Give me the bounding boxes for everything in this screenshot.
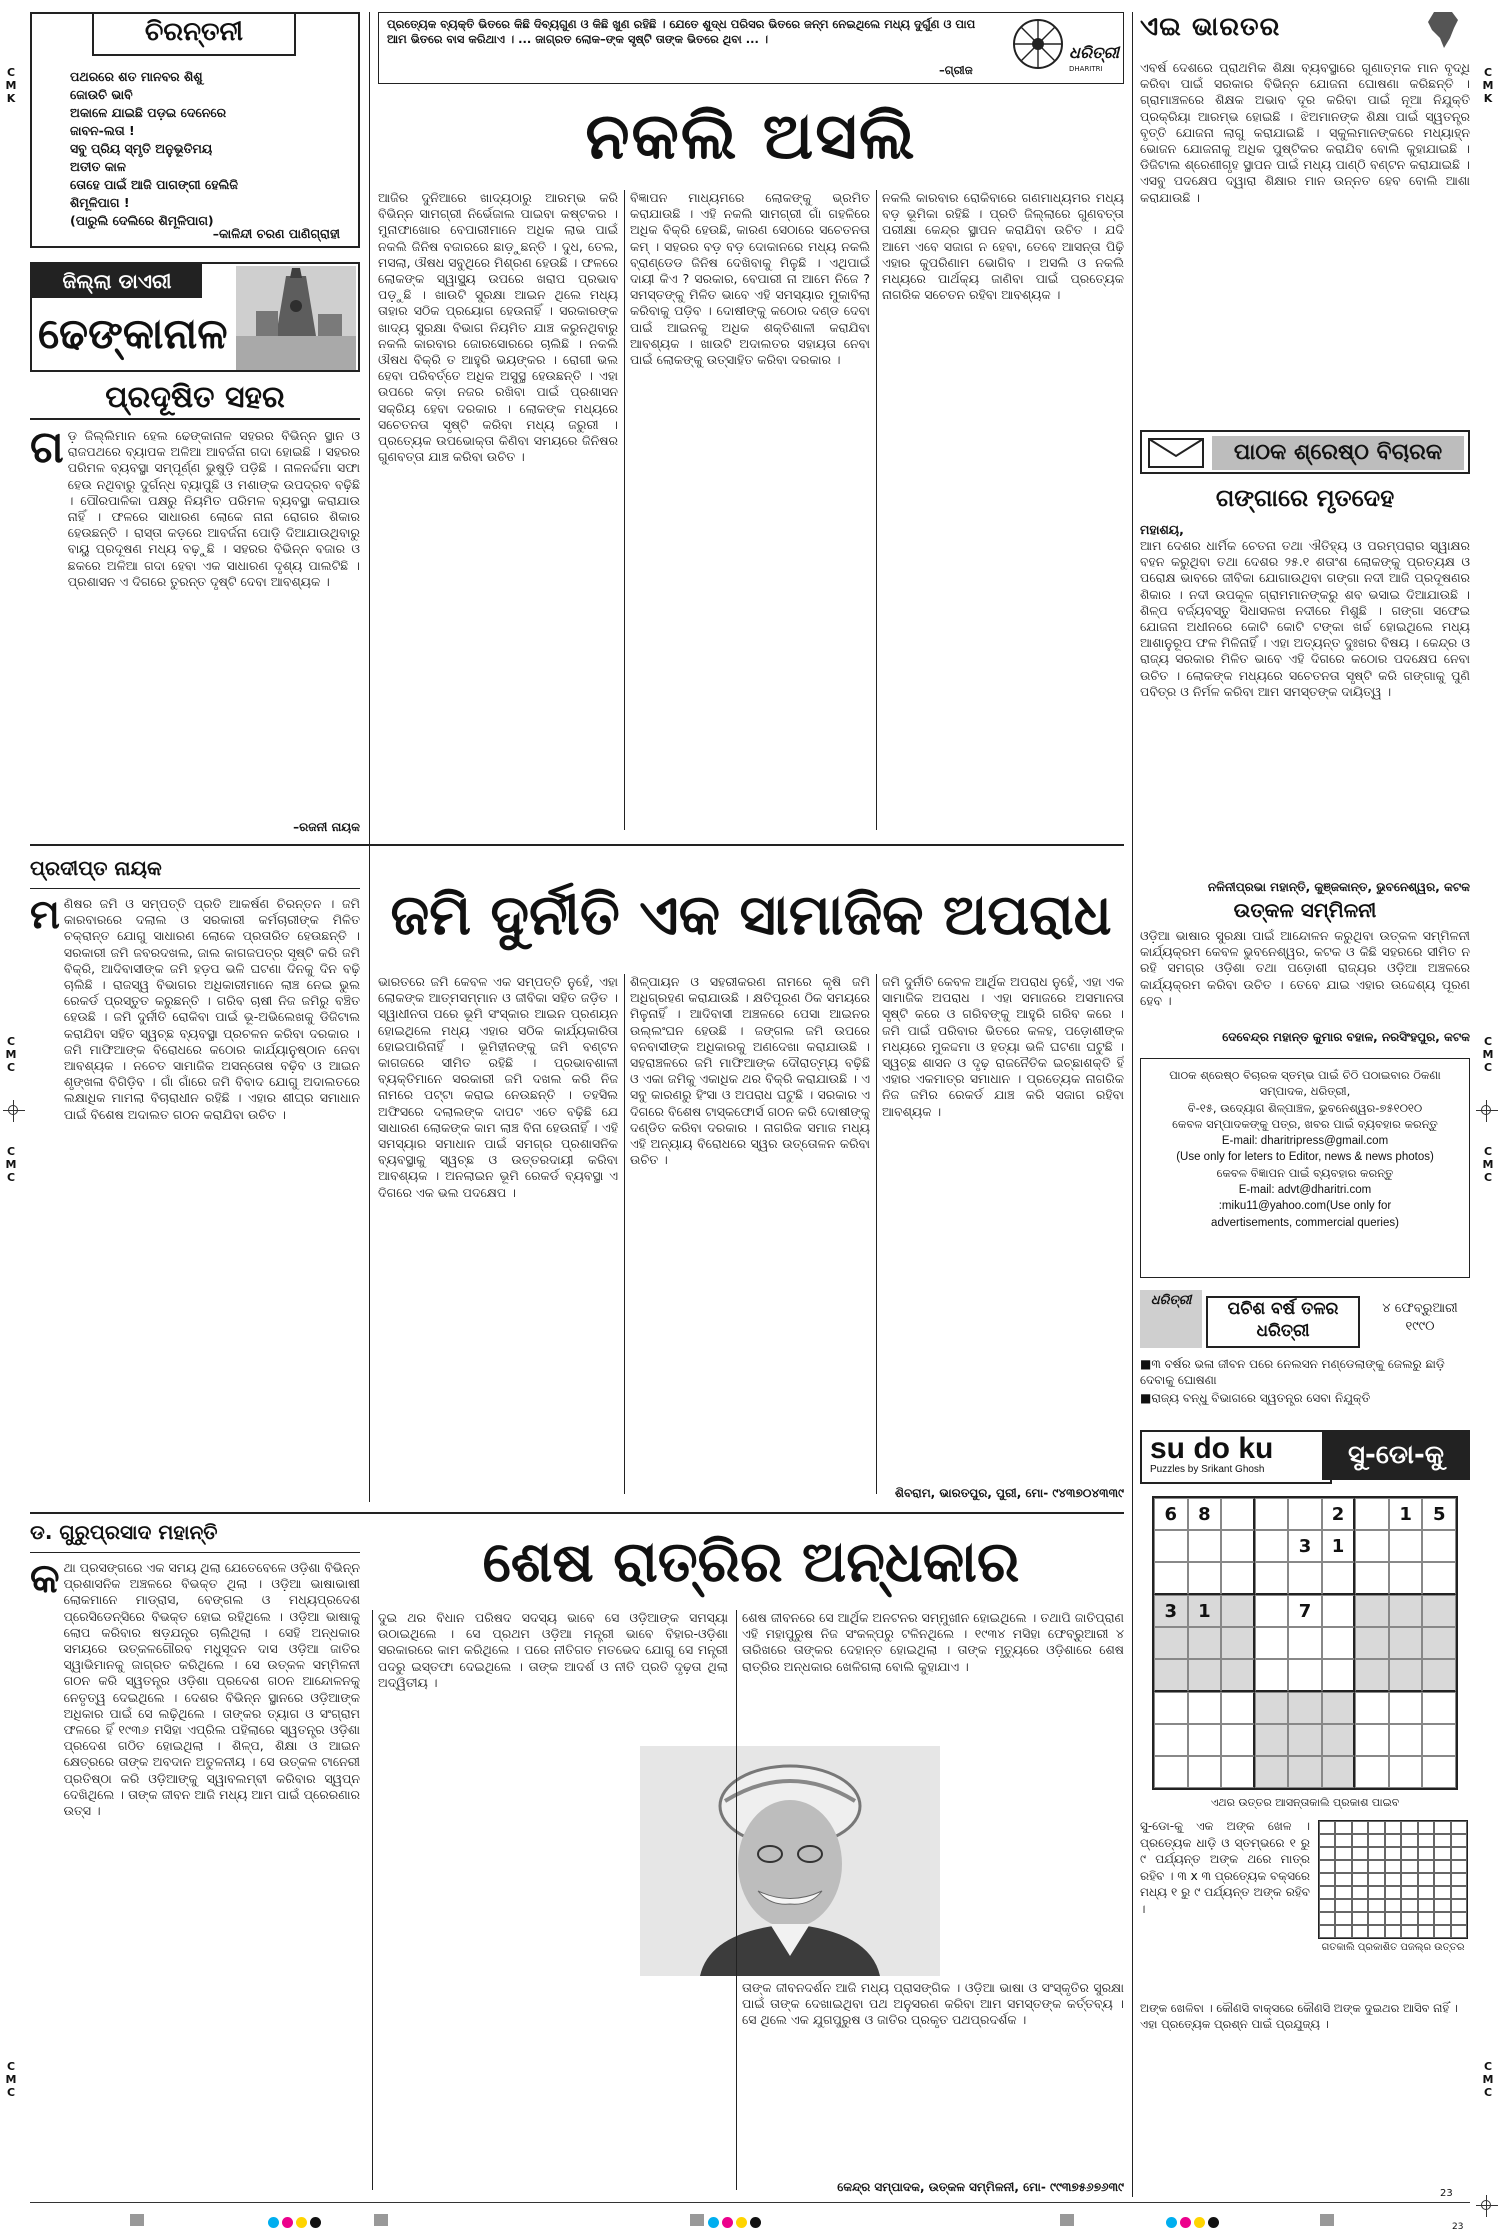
sudoku-answer-cell <box>1434 1886 1450 1899</box>
column-rule <box>624 190 625 830</box>
sudoku-cell[interactable] <box>1188 1692 1222 1724</box>
anniversary-box <box>1140 1290 1470 1350</box>
sudoku-cell[interactable] <box>1422 1692 1456 1724</box>
sudoku-byline: Puzzles by Srikant Ghosh <box>1150 1464 1265 1475</box>
sudoku-answer-cell <box>1352 1821 1368 1834</box>
contact-line5: କେବଳ ବିଜ୍ଞାପନ ପାଇଁ ବ୍ୟବହାର କରନ୍ତୁ <box>1216 1166 1394 1181</box>
sudoku-cell[interactable] <box>1154 1530 1188 1562</box>
sudoku-answer-cell <box>1385 1847 1401 1860</box>
sudoku-cell[interactable] <box>1154 1724 1188 1756</box>
district-diary-banner: ଜିଲ୍ଲା ଡାଏରୀ <box>32 264 202 298</box>
anniversary-title: ପଚିଶ ବର୍ଷ ତଳର ଧରିତ୍ରୀ <box>1206 1296 1360 1348</box>
sudoku-cell[interactable] <box>1422 1627 1456 1659</box>
guruprasad-byline: ଡ. ଗୁରୁପ୍ରସାଦ ମହାନ୍ତି <box>30 1520 218 1544</box>
sudoku-answer-cell <box>1401 1873 1417 1886</box>
sudoku-answer-cell <box>1319 1899 1335 1912</box>
anniversary-item-2: ■ରାଜ୍ୟ ବନ୍ଧୁ ବିଭାଗରେ ସ୍ୱତନ୍ତ୍ର ସେବା ନିଯୁକ୍ତି <box>1140 1391 1371 1405</box>
sudoku-answer-cell <box>1401 1834 1417 1847</box>
chirantani-signoff: –କାଳିନ୍ଦୀ ଚରଣ ପାଣିଗ୍ରାହୀ <box>212 226 340 241</box>
sudoku-answer-cell <box>1352 1912 1368 1925</box>
dropcap: ମ <box>30 892 60 938</box>
anniversary-logo: ଧରିତ୍ରୀ <box>1140 1290 1202 1348</box>
sudoku-cell[interactable]: 8 <box>1188 1498 1222 1530</box>
sudoku-answer-cell <box>1385 1886 1401 1899</box>
sudoku-answer-cell <box>1385 1834 1401 1847</box>
sudoku-cell[interactable] <box>1188 1756 1222 1788</box>
quote-signoff: –ଗ୍ରୀଜ <box>939 63 973 77</box>
sudoku-cell[interactable] <box>1154 1627 1188 1659</box>
crop-mark-right-bottom: C M C <box>1482 2060 1494 2099</box>
sudoku-answer-cell <box>1352 1886 1368 1899</box>
sudoku-cell[interactable]: 1 <box>1188 1595 1222 1627</box>
sudoku-answer-cell <box>1434 1925 1450 1938</box>
sudoku-answer-cell <box>1434 1821 1450 1834</box>
sudoku-cell[interactable]: 1 <box>1322 1530 1356 1562</box>
gangare-title: ଗଙ୍ଗାରେ ମୃତଦେହ <box>1215 484 1395 512</box>
jami-signoff: ଶିବରାମ, ଭାରତପୁର, ପୁରୀ, ମୋ- ୯୪୩୭୦୪୩୩୯ <box>895 1486 1124 1500</box>
sudoku-cell[interactable] <box>1154 1692 1188 1724</box>
sudoku-cell[interactable] <box>1188 1627 1222 1659</box>
dropcap: କ <box>30 1556 60 1602</box>
sudoku-header <box>1140 1430 1470 1482</box>
crop-mark-right-mid: C M C <box>1482 1035 1494 1074</box>
sudoku-cell[interactable] <box>1188 1562 1222 1595</box>
section-divider <box>30 844 1124 846</box>
sudoku-cell[interactable] <box>1422 1530 1456 1562</box>
sudoku-answer-cell <box>1335 1873 1351 1886</box>
sudoku-answer-cell <box>1368 1912 1384 1925</box>
sudoku-answer-cell <box>1451 1899 1467 1912</box>
sudoku-cell[interactable] <box>1154 1659 1188 1692</box>
sudoku-cell[interactable] <box>1221 1756 1255 1788</box>
desh-bharat-header <box>1140 12 1470 50</box>
chirantani-title: ଚିରନ୍ତନୀ <box>92 12 296 56</box>
sudoku-footer: ଅଙ୍କ ଖେଳିବା । କୌଣସି ବାକ୍ସରେ କୌଣସି ଅଙ୍କ ଦୁଇଥର ଆସିବ ନାହିଁ । ଏହା ପ୍ରତ୍ୟେକ ପ୍ରଶ୍ନ ପାଇଁ ପ୍ରଯୁଜ୍ୟ । <box>1140 2001 1458 2031</box>
guruprasad-article <box>30 1556 360 2180</box>
sudoku-cell[interactable] <box>1422 1756 1456 1788</box>
sudoku-answer-cell <box>1418 1873 1434 1886</box>
divider <box>30 418 360 420</box>
sudoku-cell[interactable] <box>1255 1756 1289 1788</box>
sudoku-brand: su do ku <box>1140 1430 1332 1484</box>
sudoku-answer-cell <box>1368 1873 1384 1886</box>
dharitri-logo-sub: DHARITRI <box>1069 65 1103 73</box>
sudoku-answer-cell <box>1368 1925 1384 1938</box>
district-diary-box <box>30 262 360 372</box>
sudoku-answer-cell <box>1335 1847 1351 1860</box>
sudoku-cell[interactable] <box>1288 1724 1322 1756</box>
sudoku-answer-cell <box>1352 1847 1368 1860</box>
pradushita-signoff: –ରଜନୀ ନାୟକ <box>293 820 360 834</box>
sudoku-answer-cell <box>1335 1886 1351 1899</box>
divider <box>30 1552 360 1553</box>
sudoku-cell[interactable] <box>1389 1659 1423 1692</box>
sudoku-answer-cell <box>1434 1912 1450 1925</box>
sudoku-answer-cell <box>1352 1899 1368 1912</box>
sudoku-answer-cell <box>1401 1847 1417 1860</box>
sudoku-cell[interactable] <box>1422 1724 1456 1756</box>
column-rule <box>876 974 877 1494</box>
contact-line3: ବି-୧୫, ଉଦ୍ୟୋଗ ଶିଳ୍ପାଞ୍ଚଳ, ଭୁବନେଶ୍ୱର-୭୫୧୦୧୦ <box>1187 1100 1423 1115</box>
shesha-headline: ଶେଷ ରାତ୍ରିର ଅନ୍ଧକାର <box>482 1530 1020 1595</box>
pradushita-body: ଡ଼ ଜିଲ୍ଲିମାନ ହେଲ ଢେଙ୍କାନାଳ ସହରର ବିଭିନ୍ନ ସ୍ଥାନ ଓ ରାଜପଥରେ ବ୍ୟାପକ ଅଳିଆ ଆବର୍ଜନା ଗଦା ହୋଇଛି । ସହରର ପରିମଳ ବ୍ୟବସ୍ଥା ସମ୍ପୂର୍ଣ୍ଣ ଭୁଷୁଡ଼ି ପଡ଼ିଛି । ନାଳନର୍ଦ୍ଦମା ସଫା ହେଉ ନଥିବାରୁ ଦୁର୍ଗନ୍ଧ ବ୍ୟାପୁଛି ଓ ମଶାଙ୍କ ଉପଦ୍ରବ ବଢ଼ିଛି । ପୌରପାଳିକା ପକ୍ଷରୁ ନିୟମିତ ପରିମଳ ବ୍ୟବସ୍ଥା କରାଯାଉ ନାହିଁ । ଫଳରେ ସାଧାରଣ ଲୋକେ ନାନା ରୋଗର ଶିକାର ହେଉଛନ୍ତି । ରାସ୍ତା କଡ଼ରେ ଆବର୍ଜନା ପୋଡ଼ି ଦିଆଯାଉଥିବାରୁ ବାୟୁ ପ୍ରଦୂଷଣ ମଧ୍ୟ ବଢ଼ୁଛି । ସହରର ବିଭିନ୍ନ ବଜାର ଓ ଛକରେ ଅଳିଆ ଗଦା ହେବା ଏକ ସାଧାରଣ ଦୃଶ୍ୟ ପାଲଟିଛି । ପ୍ରଶାସନ ଏ ଦିଗରେ ତୁରନ୍ତ ଦୃଷ୍ଟି ଦେବା ଆବଶ୍ୟକ । <box>67 428 360 589</box>
sudoku-answer-cell <box>1401 1899 1417 1912</box>
pradip-body: ଣିଷର ଜମି ଓ ସମ୍ପତ୍ତି ପ୍ରତି ଆକର୍ଷଣ ଚିରନ୍ତନ । ଜମି କାରବାରରେ ଦଲାଲ ଓ ସରକାରୀ କର୍ମଚାରୀଙ୍କ ମିଳିତ ଚକ୍ରାନ୍ତ ଯୋଗୁ ସାଧାରଣ ଲୋକେ ପ୍ରତାରିତ ହେଉଛନ୍ତି । ସରକାରୀ ଜମି ଜବରଦଖଲ, ଜାଲ କାଗଜପତ୍ର ସୃଷ୍ଟି କରି ଜମି ବିକ୍ରି, ଆଦିବାସୀଙ୍କ ଜମି ହଡ଼ପ ଭଳି ଘଟଣା ଦିନକୁ ଦିନ ବଢ଼ି ଚାଲିଛି । ରାଜସ୍ୱ ବିଭାଗର ଅଧିକାରୀମାନେ ଲାଞ୍ଚ ନେଇ ଭୁଲ ରେକର୍ଡ ପ୍ରସ୍ତୁତ କରୁଛନ୍ତି । ଗରିବ ଚାଷୀ ନିଜ ଜମିରୁ ବଞ୍ଚିତ ହେଉଛି । ଜମି ଦୁର୍ନୀତି ରୋକିବା ପାଇଁ ଭୂ-ଅଭିଲେଖକୁ ଡିଜିଟାଲ କରାଯିବା ସହିତ ସ୍ୱଚ୍ଛ ବ୍ୟବସ୍ଥା ପ୍ରଚଳନ କରିବା ଦରକାର । ଜମି ମାଫିଆଙ୍କ ବିରୋଧରେ କଠୋର କାର୍ଯ୍ୟାନୁଷ୍ଠାନ ନେବା ଆବଶ୍ୟକ । ନଚେତ ସାମାଜିକ ଅସନ୍ତୋଷ ବଢ଼ିବ ଓ ଆଇନ ଶୃଙ୍ଖଳା ବିଗିଡ଼ିବ । ଗାଁ ଗାଁରେ ଜମି ବିବାଦ ଯୋଗୁ ଅଦାଲତରେ ଲକ୍ଷାଧିକ ମାମଲା ବିଚାରାଧୀନ ରହିଛି । ଏହାର ଶୀଘ୍ର ସମାଧାନ ପାଇଁ ବିଶେଷ ଅଦାଲତ ଗଠନ କରାଯିବା ଉଚିତ । <box>63 896 360 1122</box>
jami-col3: ଜମି ଦୁର୍ନୀତି କେବଳ ଆର୍ଥିକ ଅପରାଧ ନୁହେଁ, ଏହା ଏକ ସାମାଜିକ ଅପରାଧ । ଏହା ସମାଜରେ ଅସମାନତା ସୃଷ୍ଟି କରେ ଓ ଗରିବଙ୍କୁ ଆହୁରି ଗରିବ କରେ । ଜମି ପାଇଁ ପରିବାର ଭିତରେ କଳହ, ପଡ଼ୋଶୀଙ୍କ ମଧ୍ୟରେ ମୁକଦ୍ଦମା ଓ ହତ୍ୟା ଭଳି ଘଟଣା ଘଟୁଛି । ସ୍ୱଚ୍ଛ ଶାସନ ଓ ଦୃଢ଼ ରାଜନୈତିକ ଇଚ୍ଛାଶକ୍ତି ହିଁ ଏହାର ଏକମାତ୍ର ସମାଧାନ । ପ୍ରତ୍ୟେକ ନାଗରିକ ନିଜ ଜମିର ରେକର୍ଡ ଯାଞ୍ଚ କରି ସଜାଗ ରହିବା ଆବଶ୍ୟକ । <box>882 974 1124 1119</box>
guruprasad-body: ଥା ପ୍ରସଙ୍ଗରେ ଏକ ସମୟ ଥିଲା ଯେତେବେଳେ ଓଡ଼ିଶା ବିଭିନ୍ନ ପ୍ରଶାସନିକ ଅଞ୍ଚଳରେ ବିଭକ୍ତ ଥିଲା । ଓଡ଼ିଆ ଭାଷାଭାଷୀ ଲୋକମାନେ ମାଡ୍ରାସ, ବେଙ୍ଗଲ ଓ ମଧ୍ୟପ୍ରଦେଶ ପ୍ରେସିଡେନ୍ସିରେ ବିଭକ୍ତ ହୋଇ ରହିଥିଲେ । ଓଡ଼ିଆ ଭାଷାକୁ ଲୋପ କରିବାର ଷଡ଼ଯନ୍ତ୍ର ଚାଲିଥିଲା । ସେହି ଅନ୍ଧକାର ସମୟରେ ଉତ୍କଳଗୌରବ ମଧୁସୂଦନ ଦାସ ଓଡ଼ିଆ ଜାତିର ସ୍ୱାଭିମାନକୁ ଜାଗ୍ରତ କରିଥିଲେ । ସେ ଉତ୍କଳ ସମ୍ମିଳନୀ ଗଠନ କରି ସ୍ୱତନ୍ତ୍ର ଓଡ଼ିଶା ପ୍ରଦେଶ ଗଠନ ଆନ୍ଦୋଳନକୁ ନେତୃତ୍ୱ ଦେଇଥିଲେ । ଦେଶର ବିଭିନ୍ନ ସ୍ଥାନରେ ଓଡ଼ିଆଙ୍କ ଅଧିକାର ପାଇଁ ସେ ଲଢ଼ିଥିଲେ । ତାଙ୍କର ତ୍ୟାଗ ଓ ସଂଗ୍ରାମ ଫଳରେ ହିଁ ୧୯୩୬ ମସିହା ଏପ୍ରିଲ ପହିଲାରେ ସ୍ୱତନ୍ତ୍ର ଓଡ଼ିଶା ପ୍ରଦେଶ ଗଠିତ ହୋଇଥିଲା । ଶିଳ୍ପ, ଶିକ୍ଷା ଓ ଆଇନ କ୍ଷେତ୍ରରେ ତାଙ୍କ ଅବଦାନ ଅତୁଳନୀୟ । ସେ ଉତ୍କଳ ଟାନେରୀ ପ୍ରତିଷ୍ଠା କରି ଓଡ଼ିଆଙ୍କୁ ସ୍ୱାବଲମ୍ବୀ କରିବାର ସ୍ୱପ୍ନ ଦେଖିଥିଲେ । ତାଙ୍କ ଜୀବନ ଆଜି ମଧ୍ୟ ଆମ ପାଇଁ ପ୍ରେରଣାର ଉତ୍ସ । <box>63 1560 360 1819</box>
contact-note-editor: (Use only for leters to Editor, news & news photos) <box>1176 1151 1434 1164</box>
sudoku-cell[interactable] <box>1322 1627 1356 1659</box>
pradushita-title: ପ୍ରଦୂଷିତ ସହର <box>105 380 285 415</box>
sudoku-cell[interactable] <box>1188 1724 1222 1756</box>
sudoku-cell[interactable] <box>1154 1756 1188 1788</box>
desh-bharat-body: ଏବର୍ଷ ଦେଶରେ ପ୍ରାଥମିକ ଶିକ୍ଷା ବ୍ୟବସ୍ଥାରେ ଗୁଣାତ୍ମକ ମାନ ବୃଦ୍ଧି କରିବା ପାଇଁ ସରକାର ବିଭିନ୍ନ ଯୋଜନା ଘୋଷଣା କରିଛନ୍ତି । ଗ୍ରାମାଞ୍ଚଳରେ ଶିକ୍ଷକ ଅଭାବ ଦୂର କରିବା ପାଇଁ ନୂଆ ନିଯୁକ୍ତି ପ୍ରକ୍ରିୟା ଆରମ୍ଭ ହୋଇଛି । ଝିଅମାନଙ୍କ ଶିକ୍ଷା ପାଇଁ ସ୍ୱତନ୍ତ୍ର ବୃତ୍ତି ଯୋଜନା ଲାଗୁ କରାଯାଇଛି । ସ୍କୁଲମାନଙ୍କରେ ମଧ୍ୟାହ୍ନ ଭୋଜନ ଯୋଜନାକୁ ଅଧିକ ପୁଷ୍ଟିକର କରାଯିବ ବୋଲି କୁହାଯାଇଛି । ଡିଜିଟାଲ ଶ୍ରେଣୀଗୃହ ସ୍ଥାପନ ପାଇଁ ମଧ୍ୟ ପାଣ୍ଠି ବଣ୍ଟନ କରାଯାଇଛି । ଏସବୁ ପଦକ୍ଷେପ ଦ୍ୱାରା ଶିକ୍ଷାର ମାନ ଉନ୍ନତ ହେବ ବୋଲି ଆଶା କରାଯାଉଛି । <box>1140 60 1470 205</box>
sudoku-answer-cell <box>1401 1821 1417 1834</box>
sudoku-cell[interactable] <box>1322 1724 1356 1756</box>
sudoku-cell[interactable] <box>1154 1562 1188 1595</box>
jami-col1: ଭାରତରେ ଜମି କେବଳ ଏକ ସମ୍ପତ୍ତି ନୁହେଁ, ଏହା ଲୋକଙ୍କ ଆତ୍ମସମ୍ମାନ ଓ ଜୀବିକା ସହିତ ଜଡ଼ିତ । ସ୍ୱାଧୀନତା ପରେ ଭୂମି ସଂସ୍କାର ଆଇନ ପ୍ରଣୟନ ହୋଇଥିଲେ ମଧ୍ୟ ଏହାର ସଠିକ କାର୍ଯ୍ୟକାରିତା ହୋଇପାରିନାହିଁ । ଭୂମିହୀନଙ୍କୁ ଜମି ବଣ୍ଟନ କାଗଜରେ ସୀମିତ ରହିଛି । ପ୍ରଭାବଶାଳୀ ବ୍ୟକ୍ତିମାନେ ସରକାରୀ ଜମି ଦଖଲ କରି ନିଜ ନାମରେ ପଟ୍ଟା କରାଇ ନେଉଛନ୍ତି । ତହସିଲ ଅଫିସରେ ଦଲାଲଙ୍କ ଦାପଟ ଏତେ ବଢ଼ିଛି ଯେ ସାଧାରଣ ଲୋକଙ୍କ କାମ ଲାଞ୍ଚ ବିନା ହେଉନାହିଁ । ଏହି ସମସ୍ୟାର ସମାଧାନ ପାଇଁ ସମଗ୍ର ପ୍ରଶାସନିକ ବ୍ୟବସ୍ଥାକୁ ସ୍ୱଚ୍ଛ ଓ ଉତ୍ତରଦାୟୀ କରିବା ଆବଶ୍ୟକ । ଅନଲାଇନ ଭୂମି ରେକର୍ଡ ବ୍ୟବସ୍ଥା ଏ ଦିଗରେ ଏକ ଭଲ ପଦକ୍ଷେପ । <box>378 974 618 1200</box>
utkala-body: ଓଡ଼ିଆ ଭାଷାର ସୁରକ୍ଷା ପାଇଁ ଆନ୍ଦୋଳନ କରୁଥିବା ଉତ୍କଳ ସମ୍ମିଳନୀ କାର୍ଯ୍ୟକ୍ରମ କେବଳ ଭୁବନେଶ୍ୱର, କଟକ ଓ କିଛି ସହରରେ ସୀମିତ ନ ରହି ସମଗ୍ର ଓଡ଼ିଶା ତଥା ପଡ଼ୋଶୀ ରାଜ୍ୟର ଓଡ଼ିଆ ଅଞ୍ଚଳରେ କାର୍ଯ୍ୟକ୍ରମ କରିବା ଉଚିତ । ତେବେ ଯାଇ ଏହାର ଉଦ୍ଦେଶ୍ୟ ପୂରଣ ହେବ । <box>1140 928 1470 1008</box>
sudoku-answer-cell <box>1335 1899 1351 1912</box>
guruprasad-col2: ଦୁଇ ଥର ବିଧାନ ପରିଷଦ ସଦସ୍ୟ ଭାବେ ସେ ଓଡ଼ିଆଙ୍କ ସମସ୍ୟା ଉଠାଇଥିଲେ । ସେ ପ୍ରଥମ ଓଡ଼ିଆ ମନ୍ତ୍ରୀ ଭାବେ ବିହାର-ଓଡ଼ିଶା ସରକାରରେ କାମ କରିଥିଲେ । ପରେ ନୀତିଗତ ମତଭେଦ ଯୋଗୁ ସେ ମନ୍ତ୍ରୀ ପଦରୁ ଇସ୍ତଫା ଦେଇଥିଲେ । ତାଙ୍କ ଆଦର୍ଶ ଓ ନୀତି ପ୍ରତି ଦୃଢ଼ତା ଥିଲା ଅଦ୍ୱିତୀୟ । <box>378 1610 728 1690</box>
jami-headline: ଜମି ଦୁର୍ନୀତି ଏକ ସାମାଜିକ ଅପରାଧ <box>390 883 1112 948</box>
sudoku-cell[interactable] <box>1221 1562 1255 1595</box>
sudoku-answer-cell <box>1434 1847 1450 1860</box>
sudoku-cell[interactable] <box>1355 1595 1389 1627</box>
sudoku-answer-cell <box>1385 1925 1401 1938</box>
sudoku-answer-cell <box>1319 1821 1335 1834</box>
sudoku-answer-cell <box>1335 1925 1351 1938</box>
sudoku-answer-cell <box>1451 1886 1467 1899</box>
contact-email-editor[interactable]: E-mail: dharitripress@gmail.com <box>1221 1134 1389 1147</box>
sudoku-cell[interactable] <box>1355 1756 1389 1788</box>
sudoku-cell[interactable] <box>1422 1595 1456 1627</box>
sudoku-cell[interactable] <box>1188 1530 1222 1562</box>
sudoku-cell[interactable] <box>1389 1756 1423 1788</box>
sudoku-cell[interactable] <box>1288 1562 1322 1595</box>
sudoku-cell[interactable] <box>1255 1595 1289 1627</box>
desh-bharat-title: ଏଇ ଭାରତର <box>1140 12 1281 42</box>
sudoku-cell[interactable] <box>1221 1498 1255 1530</box>
sudoku-answer-cell <box>1352 1860 1368 1873</box>
sudoku-cell[interactable] <box>1355 1659 1389 1692</box>
sudoku-cell[interactable]: 3 <box>1154 1595 1188 1627</box>
sudoku-answer-cell <box>1418 1886 1434 1899</box>
pathaka-banner-box <box>1140 430 1470 474</box>
envelope-icon <box>1148 438 1204 468</box>
column-rule <box>876 190 877 830</box>
pradushita-article <box>30 422 360 818</box>
sudoku-cell[interactable] <box>1221 1595 1255 1627</box>
sudoku-answer-cell <box>1418 1834 1434 1847</box>
quote-box <box>378 12 1124 84</box>
sudoku-answer-cell <box>1401 1886 1417 1899</box>
sudoku-cell[interactable] <box>1389 1724 1423 1756</box>
sudoku-cell[interactable]: 5 <box>1422 1498 1456 1530</box>
sudoku-cell[interactable] <box>1322 1562 1356 1595</box>
anniversary-date: ୪ ଫେବ୍ରୁଆରୀ ୧୯୯୦ <box>1382 1301 1458 1334</box>
chirantani-verse: ପଥରରେ ଶତ ମାନବର ଶିଶୁ ଜୋଉଚି ଭାବି ଅକାଳେ ଯାଇଛି ପଡ଼ଇ ଦେନେରେ ଜାବନ-ଲତା ! ସବୁ ପ୍ରିୟ ସ୍ମୃତି ଅନୁଭୂତିମୟ ଅତୀତ କାଳ ତୋହେ ପାଇଁ ଆଜି ପାଗଙ୍ଗୀ ହେଲିଜି ଶିମୂଳିପାଗ ! (ପାରୁଲି ଦେଲିରେ ଶିମୂଳିପାଗ) <box>70 69 239 228</box>
sudoku-cell[interactable] <box>1288 1627 1322 1659</box>
sudoku-answer-cell <box>1451 1873 1467 1886</box>
sudoku-answer-cell <box>1319 1886 1335 1899</box>
contact-box <box>1140 1058 1470 1278</box>
utkala-title: ଉତ୍କଳ ସମ୍ମିଳନୀ <box>1233 898 1377 922</box>
sudoku-cell[interactable] <box>1255 1530 1289 1562</box>
cmyk-dots-2 <box>708 2213 764 2232</box>
gray-swatch <box>1320 2214 1334 2226</box>
sudoku-answer-cell <box>1385 1899 1401 1912</box>
cmyk-dots-3 <box>1166 2213 1222 2232</box>
sudoku-answer-cell <box>1385 1821 1401 1834</box>
sudoku-cell[interactable]: 2 <box>1322 1498 1356 1530</box>
column-rule <box>736 1610 737 2190</box>
sudoku-answer-cell <box>1418 1860 1434 1873</box>
sudoku-answer-cell <box>1352 1834 1368 1847</box>
column-rule <box>1132 12 1133 2197</box>
sudoku-answer-cell <box>1319 1912 1335 1925</box>
sudoku-answer-cell <box>1385 1860 1401 1873</box>
gray-swatch <box>1060 2214 1074 2226</box>
crop-mark-right-top: C M K <box>1482 66 1494 105</box>
crop-mark-left-mid: C M C <box>5 1035 17 1074</box>
print-color-bar <box>0 2212 1500 2230</box>
gangare-salutation: ମହାଶୟ, <box>1140 522 1184 537</box>
anniversary-item-1: ■୩ ବର୍ଷର ଭଳା ଜୀବନ ପରେ ନେଲସନ ମଣ୍ଡେଲାଙ୍କୁ ଜେଲରୁ ଛାଡ଼ି ଦେବାକୁ ଘୋଷଣା <box>1140 1357 1445 1387</box>
sudoku-answer-cell <box>1368 1821 1384 1834</box>
page-number: 23 <box>1440 2188 1453 2199</box>
sudoku-cell[interactable] <box>1322 1595 1356 1627</box>
temple-photo <box>236 266 356 370</box>
sudoku-answer-cell <box>1418 1899 1434 1912</box>
sudoku-cell[interactable] <box>1355 1692 1389 1724</box>
sudoku-cell[interactable] <box>1288 1659 1322 1692</box>
contact-email-alt[interactable]: :miku11@yahoo.com(Use only for <box>1218 1200 1392 1213</box>
sudoku-cell[interactable] <box>1422 1659 1456 1692</box>
sudoku-answer-cell <box>1401 1860 1417 1873</box>
pathaka-banner: ପାଠକ ଶ୍ରେଷ୍ଠ ବିଚାରକ <box>1212 436 1464 470</box>
sudoku-cell[interactable] <box>1188 1659 1222 1692</box>
sudoku-answer-cell <box>1451 1834 1467 1847</box>
district-name: ଢେଙ୍କାନାଳ <box>38 309 228 358</box>
sudoku-cell[interactable] <box>1255 1692 1289 1724</box>
sudoku-cell[interactable] <box>1255 1562 1289 1595</box>
sudoku-cell[interactable] <box>1389 1692 1423 1724</box>
sudoku-answer-cell <box>1451 1925 1467 1938</box>
registration-mark <box>3 1100 25 1122</box>
sudoku-answer-wrap <box>1318 1820 1468 1953</box>
sudoku-answer-cell <box>1368 1886 1384 1899</box>
sudoku-cell[interactable] <box>1221 1530 1255 1562</box>
pradip-article <box>30 892 360 1556</box>
sudoku-answer-cell <box>1335 1860 1351 1873</box>
sudoku-cell[interactable] <box>1389 1627 1423 1659</box>
section-divider <box>30 1512 1124 1514</box>
sudoku-brand-odia: ସୁ-ଡୋ-କୁ <box>1322 1430 1470 1480</box>
quote-text: ପ୍ରତ୍ୟେକ ବ୍ୟକ୍ତି ଭିତରେ କିଛି ଦିବ୍ୟଗୁଣ ଓ କିଛି ଖୁଣ ରହିଛି । ଯେତେ ଶୁଦ୍ଧ ପରିସର ଭିତରେ ଜନ୍ମ ନେଇଥିଲେ ମଧ୍ୟ ଦୁର୍ଗୁଣ ଓ ପାପ ଆମ ଭିତରେ ବାସ କରିଥାଏ । ... ଜାଗ୍ରତ ଲୋକ–ଙ୍କ ସୃଷ୍ଟି ତାଙ୍କ ଭିତରେ ଥିବା ... । <box>387 17 976 46</box>
sudoku-answer-caption: ଗତକାଲି ପ୍ରକାଶିତ ପଜଲ୍‌ର ଉତ୍ତର <box>1321 1942 1465 1953</box>
sudoku-answer-cell <box>1335 1821 1351 1834</box>
sudoku-answer-cell <box>1434 1834 1450 1847</box>
nakali-col1: ଆଜିର ଦୁନିଆରେ ଖାଦ୍ୟଠାରୁ ଆରମ୍ଭ କରି ବିଭିନ୍ନ ସାମଗ୍ରୀ ନିର୍ଭେଜାଲ ପାଇବା କଷ୍ଟକର । ମୁନାଫାଖୋର ବେପାରୀମାନେ ଅଧିକ ଲାଭ ପାଇଁ ନକଲି ଜିନିଷ ବଜାରରେ ଛାଡ଼ୁଛନ୍ତି । ଦୁଧ, ତେଲ, ମସଲା, ଔଷଧ ସବୁଥିରେ ମିଶ୍ରଣ ହେଉଛି । ଫଳରେ ଲୋକଙ୍କ ସ୍ୱାସ୍ଥ୍ୟ ଉପରେ ଖରାପ ପ୍ରଭାବ ପଡ଼ୁଛି । ଖାଉଟି ସୁରକ୍ଷା ଆଇନ ଥିଲେ ମଧ୍ୟ ତାହାର ସଠିକ ପ୍ରୟୋଗ ହେଉନାହିଁ । ସରକାରଙ୍କ ଖାଦ୍ୟ ସୁରକ୍ଷା ବିଭାଗ ନିୟମିତ ଯାଞ୍ଚ କରୁନଥିବାରୁ ନକଲି କାରବାର ଜୋରସୋରରେ ଚାଲିଛି । ନକଲି ଔଷଧ ବିକ୍ରି ତ ଆହୁରି ଭୟଙ୍କର । ରୋଗୀ ଭଲ ହେବା ପରିବର୍ତ୍ତେ ଅଧିକ ଅସୁସ୍ଥ ହେଉଛନ୍ତି । ଏହା ଉପରେ କଡ଼ା ନଜର ରଖିବା ପାଇଁ ପ୍ରଶାସନ ସକ୍ରିୟ ହେବା ଦରକାର । ଲୋକଙ୍କ ମଧ୍ୟରେ ସଚେତନତା ସୃଷ୍ଟି କରିବା ମଧ୍ୟ ଜରୁରୀ । ପ୍ରତ୍ୟେକ ଉପଭୋକ୍ତା କିଣିବା ସମୟରେ ଜିନିଷର ଗୁଣବତ୍ତା ଯାଞ୍ଚ କରିବା ଉଚିତ । <box>378 190 618 465</box>
sudoku-answer-cell <box>1352 1925 1368 1938</box>
guruprasad-col3-continued: ତାଙ୍କ ଜୀବନଦର୍ଶନ ଆଜି ମଧ୍ୟ ପ୍ରାସଙ୍ଗିକ । ଓଡ଼ିଆ ଭାଷା ଓ ସଂସ୍କୃତିର ସୁରକ୍ଷା ପାଇଁ ତାଙ୍କ ଦେଖାଇଥିବା ପଥ ଅନୁସରଣ କରିବା ଆମ ସମସ୍ତଙ୍କ କର୍ତ୍ତବ୍ୟ । ସେ ଥିଲେ ଏକ ଯୁଗପୁରୁଷ ଓ ଜାତିର ପ୍ରକୃତ ପଥପ୍ରଦର୍ଶକ । <box>742 1980 1124 2028</box>
sudoku-answer-cell <box>1352 1873 1368 1886</box>
guruprasad-col3: ଶେଷ ଜୀବନରେ ସେ ଆର୍ଥିକ ଅନଟନର ସମ୍ମୁଖୀନ ହୋଇଥିଲେ । ତଥାପି ଜାତିପ୍ରାଣ ଏହି ମହାପୁରୁଷ ନିଜ ସଂକଳ୍ପରୁ ଟଳିନଥିଲେ । ୧୯୩୪ ମସିହା ଫେବ୍ରୁଆରୀ ୪ ତାରିଖରେ ତାଙ୍କର ଦେହାନ୍ତ ହୋଇଥିଲା । ତାଙ୍କ ମୃତ୍ୟୁରେ ଓଡ଼ିଶାରେ ଶେଷ ରାତ୍ରିର ଅନ୍ଧକାର ଖେଳିଗଲା ବୋଲି କୁହାଯାଏ । <box>742 1610 1124 1674</box>
sudoku-answer-grid <box>1318 1820 1468 1939</box>
column-rule <box>624 974 625 1494</box>
nakali-headline: ନକଲି ଅସଲି <box>585 100 917 174</box>
sudoku-answer-cell <box>1418 1847 1434 1860</box>
guruprasad-signoff: କେନ୍ଦ୍ର ସମ୍ପାଦକ, ଉତ୍କଳ ସମ୍ମିଳନୀ, ମୋ- ୯୯୩୭୫୬୭୬୩୯ <box>837 2180 1124 2194</box>
gangare-signoff: ନଳିନୀପ୍ରଭା ମହାନ୍ତି, କୁଞ୍ଜକାନ୍ତ, ଭୁବନେଶ୍ୱର, କଟକ <box>1207 880 1470 894</box>
sudoku-previous-note: ଏଥର ଉତ୍ତର ଆସନ୍ତାକାଲି ପ୍ରକାଶ ପାଇବ <box>1210 1796 1400 1809</box>
sudoku-answer-cell <box>1451 1912 1467 1925</box>
sudoku-answer-cell <box>1335 1834 1351 1847</box>
sudoku-cell[interactable] <box>1389 1595 1423 1627</box>
sudoku-cell[interactable] <box>1221 1659 1255 1692</box>
sudoku-cell[interactable] <box>1221 1627 1255 1659</box>
nakali-col2: ବିଜ୍ଞାପନ ମାଧ୍ୟମରେ ଲୋକଙ୍କୁ ଭ୍ରମିତ କରାଯାଉଛି । ଏହି ନକଲି ସାମଗ୍ରୀ ଗାଁ ଗହଳିରେ ଅଧିକ ବିକ୍ରି ହେଉଛି, କାରଣ ସେଠାରେ ସଚେତନତା କମ୍ । ସହରର ବଡ଼ ବଡ଼ ଦୋକାନରେ ମଧ୍ୟ ନକଲି ବ୍ରାଣ୍ଡେଡ ଜିନିଷ ଦେଖିବାକୁ ମିଳୁଛି । ଏଥିପାଇଁ ଦାୟୀ କିଏ ? ସରକାର, ବେପାରୀ ନା ଆମେ ନିଜେ ? ସମସ୍ତଙ୍କୁ ମିଳିତ ଭାବେ ଏହି ସମସ୍ୟାର ମୁକାବିଲା କରିବାକୁ ପଡ଼ିବ । ଦୋଷୀଙ୍କୁ କଠୋର ଦଣ୍ଡ ଦେବା ପାଇଁ ଆଇନକୁ ଅଧିକ ଶକ୍ତିଶାଳୀ କରାଯିବା ଆବଶ୍ୟକ । ଖାଉଟି ଅଦାଲତର ସହାୟତା ନେବା ପାଇଁ ଲୋକଙ୍କୁ ଉତ୍ସାହିତ କରିବା ଦରକାର । <box>630 190 870 368</box>
sudoku-answer-cell <box>1434 1899 1450 1912</box>
sudoku-cell[interactable] <box>1422 1562 1456 1595</box>
sudoku-cell[interactable] <box>1355 1627 1389 1659</box>
gray-swatch <box>374 2214 388 2226</box>
column-rule <box>372 1610 373 2190</box>
crop-mark-left-bottom: C M C <box>5 2060 17 2099</box>
footer-rule <box>30 2202 1470 2203</box>
sudoku-cell[interactable] <box>1255 1627 1289 1659</box>
sudoku-answer-cell <box>1319 1847 1335 1860</box>
sudoku-answer-cell <box>1368 1834 1384 1847</box>
sudoku-answer-cell <box>1451 1821 1467 1834</box>
sudoku-cell[interactable] <box>1389 1530 1423 1562</box>
sudoku-cell[interactable] <box>1355 1724 1389 1756</box>
sudoku-cell[interactable] <box>1288 1498 1322 1530</box>
crop-mark-left-mid2: C M C <box>5 1145 17 1184</box>
sudoku-answer-cell <box>1319 1860 1335 1873</box>
portrait-photo <box>640 1746 940 1976</box>
sudoku-cell[interactable] <box>1355 1498 1389 1530</box>
sudoku-cell[interactable] <box>1255 1724 1289 1756</box>
sudoku-cell[interactable]: 7 <box>1288 1595 1322 1627</box>
sudoku-grid-wrap <box>1152 1496 1458 1790</box>
gangare-body: ଆମ ଦେଶର ଧାର୍ମିକ ଚେତନା ତଥା ଐତିହ୍ୟ ଓ ପରମ୍ପରାର ସ୍ୱାକ୍ଷର ବହନ କରୁଥିବା ତଥା ଦେଶର ୨୫.୧ ଶତାଂଶ ଲୋକଙ୍କୁ ପ୍ରତ୍ୟକ୍ଷ ଓ ପରୋକ୍ଷ ଭାବରେ ଜୀବିକା ଯୋଗାଉଥିବା ଗଙ୍ଗା ନଦୀ ଆଜି ପ୍ରଦୂଷଣର ଶିକାର । ନଦୀ ଉପକୂଳ ଗ୍ରାମମାନଙ୍କରୁ ଶବ ଭସାଇ ଦିଆଯାଉଛି । ଶିଳ୍ପ ବର୍ଜ୍ୟବସ୍ତୁ ସିଧାସଳଖ ନଦୀରେ ମିଶୁଛି । ଗଙ୍ଗା ସଫେଇ ଯୋଜନା ଅଧୀନରେ କୋଟି କୋଟି ଟଙ୍କା ଖର୍ଚ୍ଚ ହୋଇଥିଲେ ମଧ୍ୟ ଆଶାନୁରୂପ ଫଳ ମିଳିନାହିଁ । ଏହା ଅତ୍ୟନ୍ତ ଦୁଃଖର ବିଷୟ । କେନ୍ଦ୍ର ଓ ରାଜ୍ୟ ସରକାର ମିଳିତ ଭାବେ ଏହି ଦିଗରେ କଠୋର ପଦକ୍ଷେପ ନେବା ଉଚିତ । ଲୋକଙ୍କ ମଧ୍ୟରେ ସଚେତନତା ସୃଷ୍ଟି କରି ଗଙ୍ଗାକୁ ପୁଣି ପବିତ୍ର ଓ ନିର୍ମଳ କରିବା ଆମ ସମସ୍ତଙ୍କ ଦାୟିତ୍ୱ । <box>1140 538 1470 699</box>
gray-swatch <box>130 2214 144 2226</box>
sudoku-cell[interactable] <box>1255 1659 1289 1692</box>
sudoku-cell[interactable] <box>1322 1659 1356 1692</box>
dharma-wheel-icon <box>1011 17 1065 71</box>
sudoku-answer-cell <box>1368 1860 1384 1873</box>
sudoku-answer-cell <box>1434 1860 1450 1873</box>
crop-mark-left-top: C M K <box>5 66 17 105</box>
sudoku-answer-cell <box>1319 1834 1335 1847</box>
jami-col2: ଶିଳ୍ପାୟନ ଓ ସହରୀକରଣ ନାମରେ କୃଷି ଜମି ଅଧିଗ୍ରହଣ କରାଯାଉଛି । କ୍ଷତିପୂରଣ ଠିକ ସମୟରେ ମିଳୁନାହିଁ । ଆଦିବାସୀ ଅଞ୍ଚଳରେ ପେସା ଆଇନର ଉଲ୍ଲଂଘନ ହେଉଛି । ଜଙ୍ଗଲ ଜମି ଉପରେ ବନବାସୀଙ୍କ ଅଧିକାରକୁ ଅଣଦେଖା କରାଯାଉଛି । ସହରାଞ୍ଚଳରେ ଜମି ମାଫିଆଙ୍କ ଦୌରାତ୍ମ୍ୟ ବଢ଼ିଛି ଓ ଏକା ଜମିକୁ ଏକାଧିକ ଥର ବିକ୍ରି କରାଯାଉଛି । ଏ ସବୁ କାରଣରୁ ହିଂସା ଓ ଅପରାଧ ଘଟୁଛି । ସରକାର ଏ ଦିଗରେ ବିଶେଷ ଟାସ୍କଫୋର୍ସ ଗଠନ କରି ଦୋଷୀଙ୍କୁ ଦଣ୍ଡିତ କରିବା ଦରକାର । ନାଗରିକ ସମାଜ ମଧ୍ୟ ଏହି ଅନ୍ୟାୟ ବିରୋଧରେ ସ୍ୱର ଉତ୍ତୋଳନ କରିବା ଉଚିତ । <box>630 974 870 1168</box>
sudoku-answer-cell <box>1401 1912 1417 1925</box>
sudoku-cell[interactable] <box>1355 1562 1389 1595</box>
sudoku-answer-cell <box>1385 1912 1401 1925</box>
contact-note-advt: advertisements, commercial queries) <box>1211 1216 1399 1229</box>
registration-mark <box>1476 1100 1498 1122</box>
contact-line4: କେବଳ ସମ୍ପାଦକଙ୍କୁ ପତ୍ର, ଖବର ପାଇଁ ବ୍ୟବହାର କରନ୍ତୁ <box>1172 1117 1438 1132</box>
sudoku-answer-cell <box>1401 1925 1417 1938</box>
sudoku-cell[interactable] <box>1355 1530 1389 1562</box>
pradip-byline: ପ୍ରଦୀପ୍ତ ନାୟକ <box>30 856 162 880</box>
sudoku-cell[interactable] <box>1221 1724 1255 1756</box>
contact-email-advt[interactable]: E-mail: advt@dharitri.com <box>1238 1183 1372 1196</box>
sudoku-cell[interactable] <box>1288 1692 1322 1724</box>
nakali-col3: ନକଲି କାରବାର ରୋକିବାରେ ଗଣମାଧ୍ୟମର ମଧ୍ୟ ବଡ଼ ଭୂମିକା ରହିଛି । ପ୍ରତି ଜିଲ୍ଲାରେ ଗୁଣବତ୍ତା ପରୀକ୍ଷା କେନ୍ଦ୍ର ସ୍ଥାପନ କରାଯିବା ଉଚିତ । ଯଦି ଆମେ ଏବେ ସଜାଗ ନ ହେବା, ତେବେ ଆସନ୍ତା ପିଢ଼ି ଏହାର କୁପରିଣାମ ଭୋଗିବ । ଅସଲି ଓ ନକଲି ମଧ୍ୟରେ ପାର୍ଥକ୍ୟ ଜାଣିବା ପାଇଁ ପ୍ରତ୍ୟେକ ନାଗରିକ ସଚେତନ ରହିବା ଆବଶ୍ୟକ । <box>882 190 1124 303</box>
sudoku-answer-cell <box>1368 1899 1384 1912</box>
dharitri-logo: ଧରିତ୍ରୀ <box>1069 43 1119 62</box>
contact-line1: ପାଠକ ଶ୍ରେଷ୍ଠ ବିଚାରକ ସ୍ତମ୍ଭ ପାଇଁ ଚିଠି ପଠାଇବାର ଠିକଣା <box>1169 1068 1441 1082</box>
cmyk-dots-1 <box>268 2213 324 2232</box>
page-number-corner: 23 <box>1452 2222 1464 2232</box>
sudoku-cell[interactable] <box>1322 1756 1356 1788</box>
sudoku-answer-cell <box>1418 1821 1434 1834</box>
gray-swatch <box>690 2214 704 2226</box>
sudoku-cell[interactable] <box>1389 1562 1423 1595</box>
sudoku-cell[interactable] <box>1288 1756 1322 1788</box>
sudoku-cell[interactable] <box>1255 1498 1289 1530</box>
sudoku-answer-cell <box>1418 1912 1434 1925</box>
sudoku-answer-cell <box>1451 1860 1467 1873</box>
sudoku-answer-cell <box>1385 1873 1401 1886</box>
sudoku-answer-cell <box>1368 1847 1384 1860</box>
sudoku-cell[interactable]: 1 <box>1389 1498 1423 1530</box>
sudoku-cell[interactable]: 6 <box>1154 1498 1188 1530</box>
sudoku-cell[interactable] <box>1322 1692 1356 1724</box>
sudoku-answer-cell <box>1319 1873 1335 1886</box>
sudoku-cell[interactable] <box>1221 1692 1255 1724</box>
sudoku-grid[interactable] <box>1152 1496 1458 1790</box>
sudoku-answer-cell <box>1319 1925 1335 1938</box>
dropcap: ଗ <box>30 422 64 473</box>
chirantani-box <box>30 12 360 248</box>
crop-mark-right-mid2: C M C <box>1482 1145 1494 1184</box>
sudoku-answer-cell <box>1335 1912 1351 1925</box>
sudoku-answer-cell <box>1451 1847 1467 1860</box>
india-map-icon <box>1422 8 1466 52</box>
sudoku-answer-cell <box>1418 1925 1434 1938</box>
contact-line2: ସମ୍ପାଦକ, ଧରିତ୍ରୀ, <box>1259 1084 1351 1099</box>
utkala-signoff: ଦେବେନ୍ଦ୍ର ମହାନ୍ତ କୁମାର ବହାଳ, ନରସିଂହପୁର, କଟକ <box>1222 1030 1470 1044</box>
sudoku-cell[interactable]: 3 <box>1288 1530 1322 1562</box>
sudoku-rules: ସୁ-ଡୋ-କୁ ଏକ ଅଙ୍କ ଖେଳ । ପ୍ରତ୍ୟେକ ଧାଡ଼ି ଓ ସ୍ତମ୍ଭରେ ୧ ରୁ ୯ ପର୍ଯ୍ୟନ୍ତ ଅଙ୍କ ଥରେ ମାତ୍ର ରହିବ । ୩ x ୩ ପ୍ରତ୍ୟେକ ବକ୍ସରେ ମଧ୍ୟ ୧ ରୁ ୯ ପର୍ଯ୍ୟନ୍ତ ଅଙ୍କ ରହିବ । <box>1140 1819 1310 1916</box>
sudoku-answer-cell <box>1434 1873 1450 1886</box>
divider <box>30 888 360 889</box>
column-rule <box>369 12 370 1502</box>
